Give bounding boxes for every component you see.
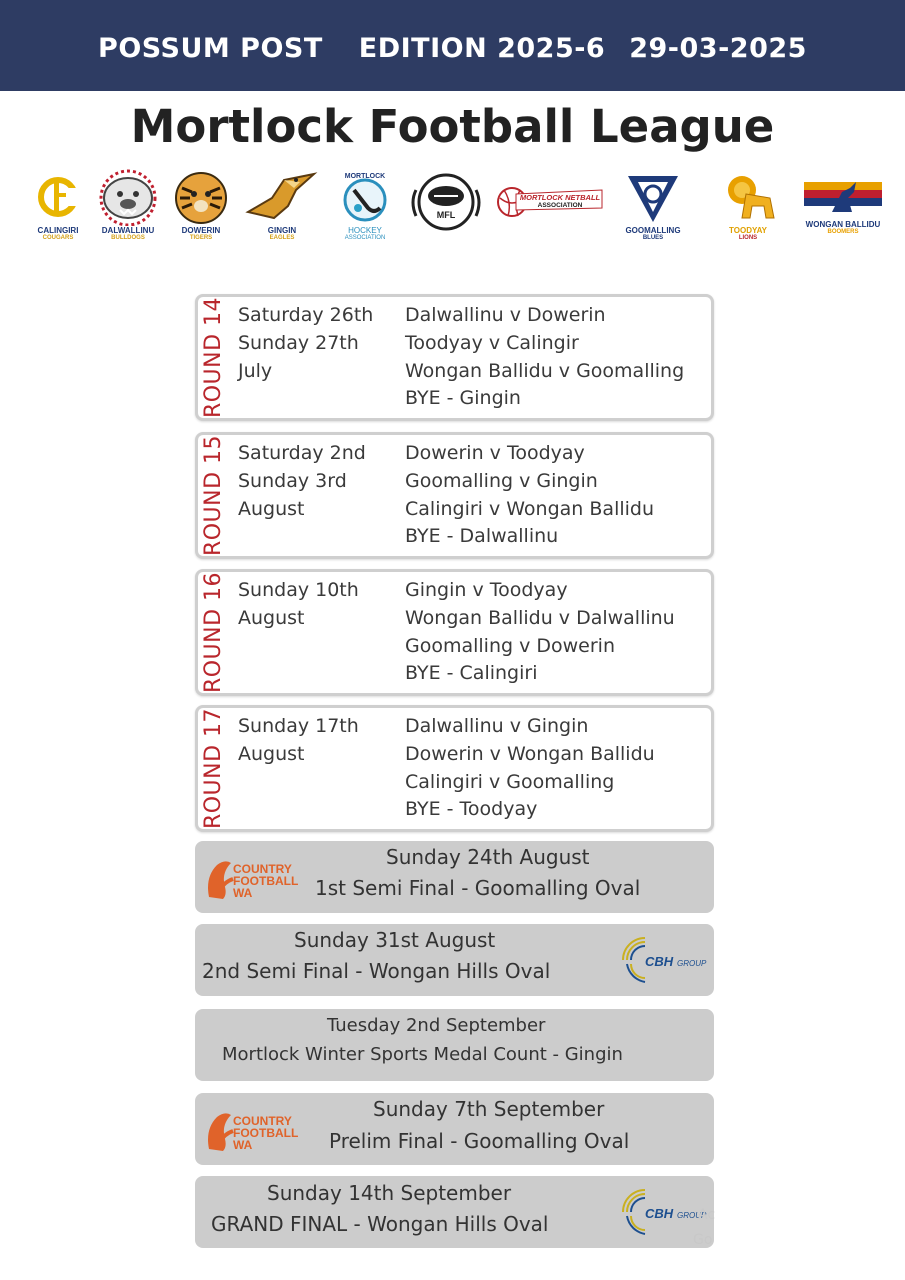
round-date-line: August xyxy=(238,743,305,765)
edition-date: 29-03-2025 xyxy=(629,33,807,64)
match-line: Dowerin v Wongan Ballidu xyxy=(405,743,655,765)
round-17-card xyxy=(195,705,714,832)
round-matches xyxy=(405,439,654,549)
watermark-text: Go xyxy=(693,1232,713,1248)
svg-text:CBH: CBH xyxy=(645,1206,674,1221)
wongan-ballidu-logo xyxy=(802,168,884,258)
round-matches xyxy=(405,712,655,822)
event-date: Tuesday 2nd September xyxy=(327,1015,546,1036)
final-event: GRAND FINAL - Wongan Hills Oval xyxy=(211,1212,549,1236)
svg-text:COUNTRY: COUNTRY xyxy=(233,862,292,876)
round-dates xyxy=(238,712,359,768)
mortlock-hockey-logo-icon xyxy=(334,168,396,226)
club-name: GINGIN xyxy=(267,226,297,235)
club-name: DOWERIN xyxy=(181,226,221,235)
gingin-eagles-logo xyxy=(244,168,320,258)
match-line: Goomalling v Dowerin xyxy=(405,635,616,657)
publication-name: POSSUM POST xyxy=(98,33,323,64)
match-line: Calingiri v Goomalling xyxy=(405,771,615,793)
netball-name: MORTLOCK NETBALL xyxy=(519,193,601,202)
round-15-card xyxy=(195,432,714,559)
match-line: Dalwallinu v Dowerin xyxy=(405,304,606,326)
match-line: Wongan Ballidu v Dalwallinu xyxy=(405,607,675,629)
match-line: Dalwallinu v Gingin xyxy=(405,715,589,737)
svg-text:WA: WA xyxy=(233,886,253,900)
mfl-logo xyxy=(406,168,486,258)
svg-text:COUNTRY: COUNTRY xyxy=(233,1114,292,1128)
match-line: Toodyay v Calingir xyxy=(405,332,579,354)
round-dates xyxy=(238,301,373,385)
round-16-card xyxy=(195,569,714,696)
country-football-wa-logo-icon xyxy=(203,1105,313,1153)
final-event: 1st Semi Final - Goomalling Oval xyxy=(315,876,641,900)
club-nickname: BULLDOGS xyxy=(111,235,145,241)
calingiri-cougars-logo xyxy=(32,168,84,258)
cbh-group-logo-icon xyxy=(619,934,711,986)
goomalling-blues-logo-icon xyxy=(622,168,684,226)
first-semi-final-card xyxy=(195,841,714,913)
toodyay-lions-logo xyxy=(716,168,780,258)
round-dates xyxy=(238,439,366,523)
club-name: TOODYAY xyxy=(729,226,767,235)
round-label: ROUND 17 xyxy=(201,707,227,830)
club-nickname: LIONS xyxy=(738,235,758,241)
club-nickname: COUGARS xyxy=(42,235,74,241)
final-date: Sunday 14th September xyxy=(267,1181,512,1205)
round-date-line: August xyxy=(238,607,305,629)
club-name: WONGAN BALLIDU xyxy=(805,220,881,229)
match-line: Gingin v Toodyay xyxy=(405,579,568,601)
calingiri-cougars-logo-icon xyxy=(32,168,84,226)
match-line: Wongan Ballidu v Goomalling xyxy=(405,360,685,382)
round-date-line: Saturday 26th xyxy=(238,304,374,326)
round-date-line: Sunday 27th xyxy=(238,332,359,354)
round-14-card xyxy=(195,294,714,421)
svg-text:MORTLOCK: MORTLOCK xyxy=(344,173,386,180)
club-name: HOCKEY xyxy=(348,226,382,235)
club-name: GOOMALLING xyxy=(625,226,681,235)
toodyay-lions-logo-icon xyxy=(716,168,780,226)
club-name: DALWALLINU xyxy=(101,226,155,235)
match-line: Calingiri v Wongan Ballidu xyxy=(405,498,655,520)
club-logos-strip xyxy=(0,168,905,258)
watermark-text: Ac xyxy=(698,1207,716,1223)
prelim-final-card xyxy=(195,1093,714,1165)
club-name: CALINGIRI xyxy=(37,226,79,235)
round-date-line: July xyxy=(238,360,273,382)
round-matches xyxy=(405,301,684,411)
mfl-logo-icon xyxy=(406,168,486,234)
round-date-line: Sunday 10th xyxy=(238,579,359,601)
round-date-line: Sunday 3rd xyxy=(238,470,347,492)
round-dates xyxy=(238,576,359,632)
bye-line: BYE - Gingin xyxy=(405,387,521,409)
svg-text:FOOTBALL: FOOTBALL xyxy=(233,1126,299,1140)
gingin-eagles-logo-icon xyxy=(244,168,320,226)
svg-text:CBH: CBH xyxy=(645,954,674,969)
club-nickname: TIGERS xyxy=(189,235,213,241)
edition-number: EDITION 2025-6 xyxy=(358,33,606,64)
goomalling-blues-logo xyxy=(622,168,684,258)
netball-sub: ASSOCIATION xyxy=(537,202,583,209)
club-nickname: BOOMERS xyxy=(827,229,859,235)
medal-count-card xyxy=(195,1009,714,1081)
round-matches xyxy=(405,576,675,686)
league-title: Mortlock Football League xyxy=(130,100,775,153)
match-line: Goomalling v Gingin xyxy=(405,470,598,492)
dowerin-tigers-logo-icon xyxy=(168,168,234,226)
final-date: Sunday 24th August xyxy=(386,845,590,869)
dowerin-tigers-logo xyxy=(168,168,234,258)
wongan-ballidu-logo-icon xyxy=(802,168,884,220)
club-nickname: BLUES xyxy=(642,235,664,241)
final-date: Sunday 7th September xyxy=(373,1097,605,1121)
svg-text:WA: WA xyxy=(233,1138,253,1152)
bye-line: BYE - Dalwallinu xyxy=(405,525,559,547)
bye-line: BYE - Calingiri xyxy=(405,662,538,684)
event-title: Mortlock Winter Sports Medal Count - Gingin xyxy=(222,1044,623,1065)
grand-final-card xyxy=(195,1176,714,1248)
mortlock-hockey-logo xyxy=(334,168,396,258)
club-nickname: EAGLES xyxy=(269,235,295,241)
svg-text:FOOTBALL: FOOTBALL xyxy=(233,874,299,888)
dalwallinu-bulldogs-logo xyxy=(96,168,160,258)
final-event: Prelim Final - Goomalling Oval xyxy=(329,1129,630,1153)
header-bar xyxy=(0,0,905,91)
country-football-wa-logo-icon xyxy=(203,853,313,901)
bye-line: BYE - Toodyay xyxy=(405,798,538,820)
svg-text:GROUP: GROUP xyxy=(677,1211,707,1220)
round-label: ROUND 14 xyxy=(201,296,227,419)
match-line: Dowerin v Toodyay xyxy=(405,442,585,464)
final-date: Sunday 31st August xyxy=(294,928,496,952)
club-nickname: ASSOCIATION xyxy=(344,235,386,241)
round-label: ROUND 15 xyxy=(201,434,227,557)
round-date-line: August xyxy=(238,498,305,520)
dalwallinu-bulldogs-logo-icon xyxy=(96,168,160,226)
mortlock-netball-logo-icon xyxy=(494,168,606,232)
round-label: ROUND 16 xyxy=(201,571,227,694)
round-date-line: Saturday 2nd xyxy=(238,442,366,464)
mfl-text: MFL xyxy=(436,210,456,220)
second-semi-final-card xyxy=(195,924,714,996)
final-event: 2nd Semi Final - Wongan Hills Oval xyxy=(202,959,551,983)
svg-text:GROUP: GROUP xyxy=(677,959,707,968)
round-date-line: Sunday 17th xyxy=(238,715,359,737)
mortlock-netball-logo xyxy=(494,168,606,258)
